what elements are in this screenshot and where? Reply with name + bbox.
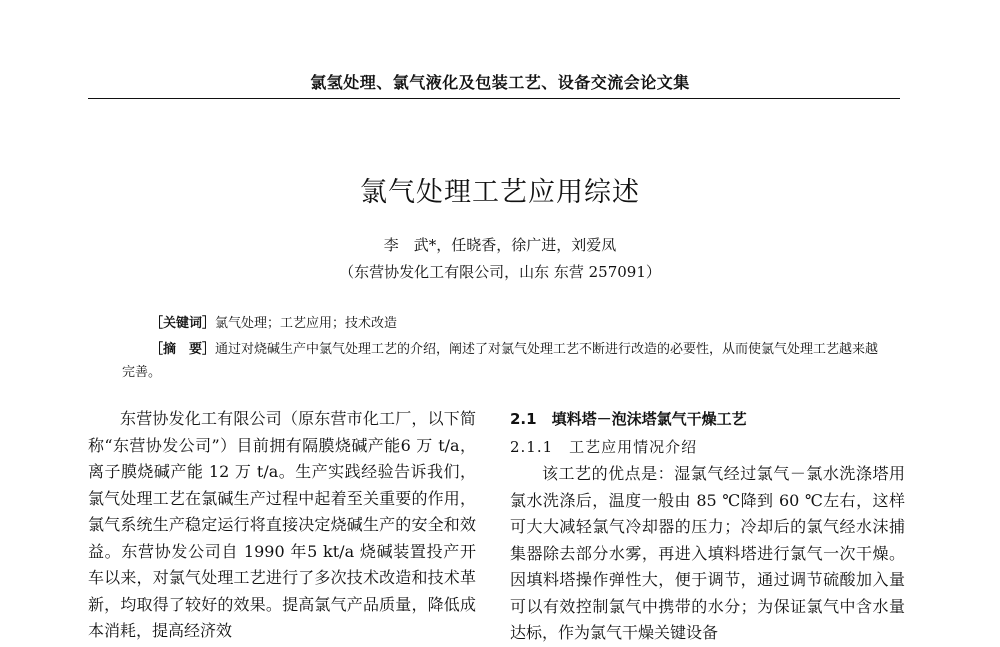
body-right-column: 该工艺的优点是：湿氯气经过氯气－氯水洗涤塔用氯水洗涤后，温度一般由 85 ℃降到 60 ℃左右，这样可大大减轻氯气冷却器的压力；冷却后的氯气经水沫捕集器除去部分水雾，再进入填料塔进行氯气一次干燥。因填料塔操作弹性大，便于调节，通过调节硫酸加入量可以有效控制氯气中携带的水分；为保证氯气中含水量达标，作为氯气干燥关键设备: [510, 464, 905, 642]
keywords-text: 氯气处理；工艺应用；技术改造: [215, 316, 398, 331]
paper-title: 氯气处理工艺应用综述: [360, 177, 640, 208]
authors: 李 武*，任晓香，徐广进，刘爱凤: [383, 236, 617, 254]
body-left-column: 东营协发化工有限公司（原东营市化工厂，以下简称“东营协发公司”）目前拥有隔膜烧碱产能6 万 t/a，离子膜烧碱产能 12 万 t/a。生产实践经验告诉我们，氯气处理工艺在氯碱生产过程中起着至关重要的作用，氯气系统生产稳定运行将直接决定烧碱生产的安全和效益。东营协发公司自 1990 年5 kt/a 烧碱装置投产开车以来，对氯气处理工艺进行了多次技术改造和技术革新，均取得了较好的效果。提高氯气产品质量，降低成本消耗，提高经济效: [88, 409, 476, 640]
affiliation: （东营协发化工有限公司，山东 东营 257091）: [339, 263, 661, 281]
header-rule: [88, 98, 900, 99]
section-heading: 2.1 填料塔－泡沫塔氯气干燥工艺: [510, 410, 747, 428]
subsection-heading: 2.1.1 工艺应用情况介绍: [510, 438, 698, 456]
keywords: [150, 312, 910, 331]
abstract: [122, 338, 882, 384]
abstract-label: ［摘 要］: [150, 342, 216, 357]
abstract-text: 通过对烧碱生产中氯气处理工艺的介绍，阐述了对氯气处理工艺不断进行改造的必要性，从而使氯气处理工艺越来越完善。: [122, 342, 879, 380]
keywords-label: ［关键词］: [150, 316, 216, 331]
journal-header: 氯氢处理、氯气液化及包装工艺、设备交流会论文集: [310, 73, 690, 92]
